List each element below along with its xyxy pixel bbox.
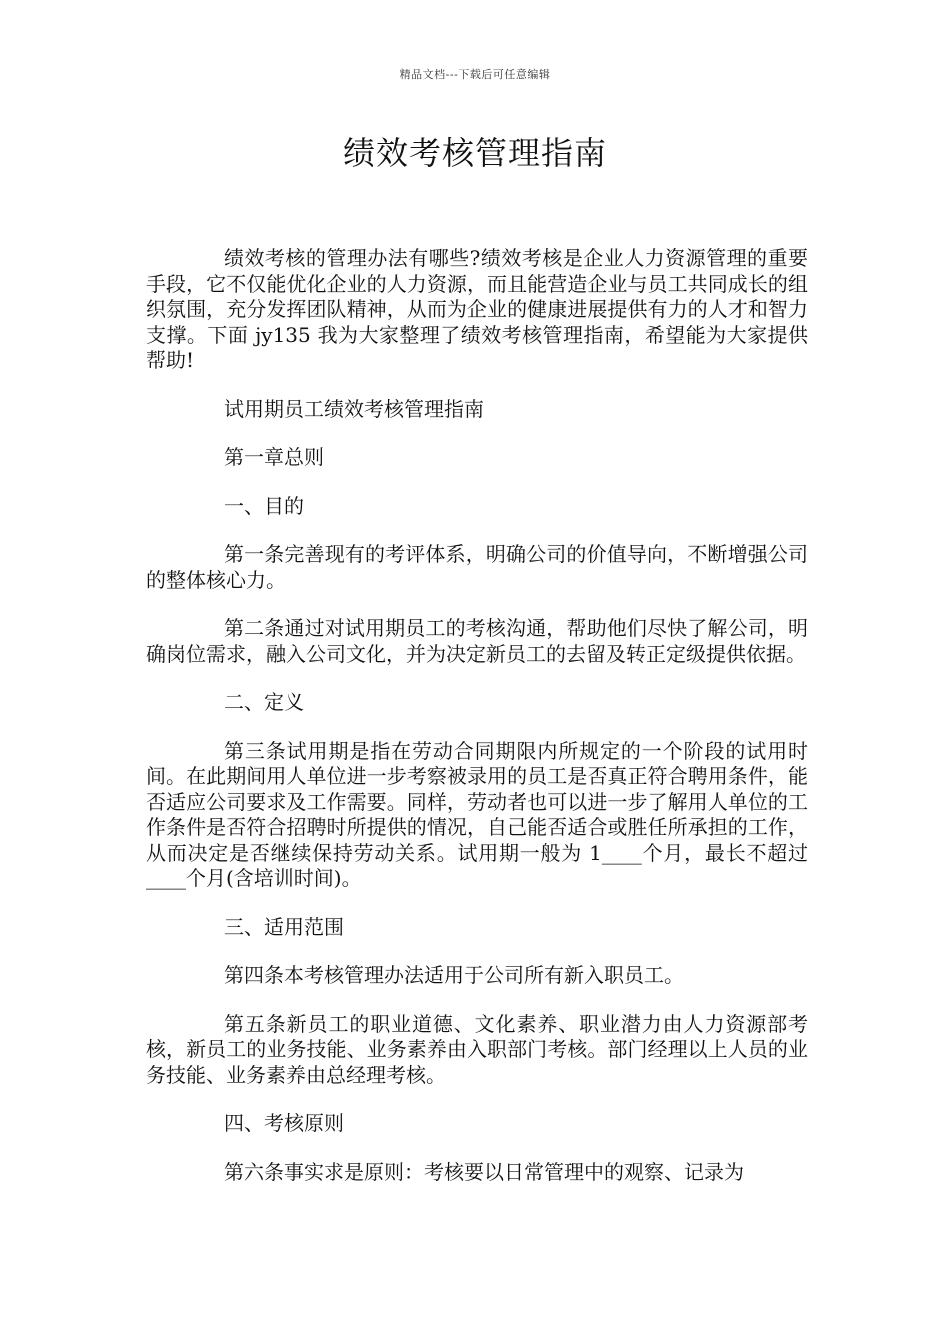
paragraph-article-6: 第六条事实求是原则：考核要以日常管理中的观察、记录为 xyxy=(224,1159,744,1184)
section-heading-probation-guide: 试用期员工绩效考核管理指南 xyxy=(224,396,484,421)
section-heading-purpose: 一、目的 xyxy=(224,493,304,518)
page-header-note: 精品文档---下载后可任意编辑 xyxy=(399,68,551,81)
paragraph-article-5: 第五条新员工的职业道德、文化素养、职业潜力由人力资源部考核，新员工的业务技能、业务素养由入职部门考核。部门经理以上人员的业务技能、业务素养由总经理考核。 xyxy=(146,1011,808,1087)
document-body xyxy=(146,246,808,1208)
paragraph-intro: 绩效考核的管理办法有哪些?绩效考核是企业人力资源管理的重要手段，它不仅能优化企业的人力资源，而且能营造企业与员工共同成长的组织氛围，充分发挥团队精神，从而为企业的健康进展提供有力的人才和智力支撑。下面 jy135 我为大家整理了绩效考核管理指南，希望能为大家提供帮助! xyxy=(146,246,808,372)
paragraph-article-2: 第二条通过对试用期员工的考核沟通，帮助他们尽快了解公司，明确岗位需求，融入公司文化，并为决定新员工的去留及转正定级提供依据。 xyxy=(146,616,808,666)
document-title: 绩效考核管理指南 xyxy=(342,134,607,172)
section-heading-scope: 三、适用范围 xyxy=(224,914,344,939)
section-heading-definition: 二、定义 xyxy=(224,690,304,714)
paragraph-article-1: 第一条完善现有的考评体系，明确公司的价值导向，不断增强公司的整体核心力。 xyxy=(146,542,808,592)
paragraph-article-4: 第四条本考核管理办法适用于公司所有新入职员工。 xyxy=(224,963,684,987)
paragraph-article-3: 第三条试用期是指在劳动合同期限内所规定的一个阶段的试用时间。在此期间用人单位进一步考察被录用的员工是否真正符合聘用条件，能否适应公司要求及工作需要。同样，劳动者也可以进一步了解用人单位的工作条件是否符合招聘时所提供的情况，自己能否适合或胜任所承担的工作，从而决定是否继续保持劳动关系。试用期一般为 1____个月，最长不超过____个月(含培训时间)。 xyxy=(146,738,808,890)
section-heading-principles: 四、考核原则 xyxy=(224,1111,344,1135)
chapter-heading: 第一章总则 xyxy=(224,445,324,469)
